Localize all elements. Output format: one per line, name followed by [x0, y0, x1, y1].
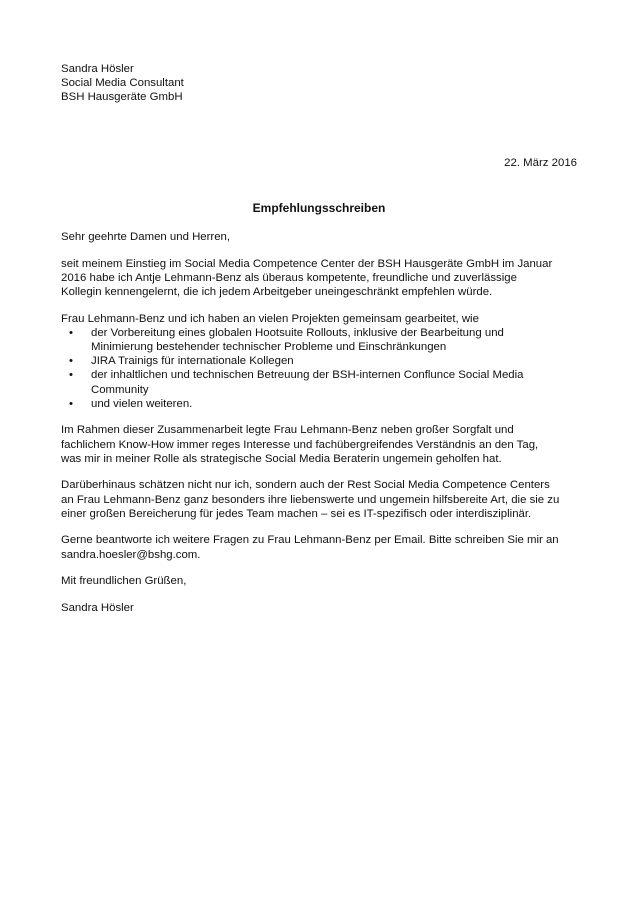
list-item-line: und vielen weiteren.	[91, 397, 193, 410]
list-item-line: Minimierung bestehender technischer Probleme und Einschränkungen	[91, 341, 447, 353]
list-item	[61, 354, 581, 368]
bullet-icon: •	[69, 369, 73, 382]
projects-section	[61, 312, 581, 411]
paragraph-1	[61, 257, 581, 300]
sender-title: Social Media Consultant	[61, 77, 184, 90]
paragraph-4	[61, 533, 581, 561]
paragraph-line: Kollegin kennengelernt, die ich jedem Arbeitgeber uneingeschränkt empfehlen würde.	[61, 286, 493, 298]
projects-intro: Frau Lehmann-Benz und ich haben an vielen Projekten gemeinsam gearbeitet, wie	[61, 312, 479, 325]
list-item-line: der inhaltlichen und technischen Betreuung der BSH-internen Conflunce Social Media	[91, 369, 524, 382]
email-text: sandra.hoesler@bshg.com.	[61, 548, 201, 561]
sender-name: Sandra Hösler	[61, 63, 134, 75]
paragraph-line: einer großen Bereicherung für jedes Team machen – sei es IT-spezifisch oder interdisziplinär.	[61, 507, 532, 520]
letter-subject: Empfehlungsschreiben	[252, 201, 386, 215]
paragraph-line: 2016 habe ich Antje Lehmann-Benz als überaus kompetente, freundliche und zuverlässige	[61, 271, 517, 284]
salutation: Sehr geehrte Damen und Herren,	[61, 231, 231, 243]
paragraph-line: fachlichem Know-How immer reges Interesse und fachübergreifendes Verständnis an den Tag,	[61, 438, 539, 451]
sender-block	[61, 62, 581, 105]
paragraph-line: Darüberhinaus schätzen nicht nur ich, sondern auch der Rest Social Media Competence Centers	[61, 479, 550, 492]
letter-body	[61, 230, 581, 627]
list-item-line: JIRA Trainigs für internationale Kollegen	[91, 355, 294, 368]
signature: Sandra Hösler	[61, 601, 134, 614]
bullet-icon: •	[69, 355, 73, 368]
paragraph-line: an Frau Lehmann-Benz ganz besonders ihre liebenswerte und ungemein hilfsbereite Art, die sie zu	[61, 493, 560, 506]
list-item-line: Community	[91, 383, 149, 396]
paragraph-line: Gerne beantworte ich weitere Fragen zu Frau Lehmann-Benz per Email. Bitte schreiben Sie mir an	[61, 534, 559, 547]
closing: Mit freundlichen Grüßen,	[61, 575, 187, 588]
list-item	[61, 368, 581, 396]
paragraph-line: was mir in meiner Rolle als strategische Social Media Beraterin ungemein geholfen hat.	[61, 452, 502, 465]
paragraph-line: Im Rahmen dieser Zusammenarbeit legte Frau Lehmann-Benz neben großer Sorgfalt und	[61, 424, 514, 437]
list-item	[61, 397, 581, 411]
paragraph-3	[61, 478, 581, 521]
projects-list	[61, 326, 581, 411]
letter-date: 22. März 2016	[504, 157, 577, 169]
paragraph-2	[61, 423, 581, 466]
list-item-line: der Vorbereitung eines globalen Hootsuite Rollouts, inklusive der Bearbeitung und	[91, 326, 504, 339]
sender-company: BSH Hausgeräte GmbH	[61, 91, 183, 104]
bullet-icon: •	[69, 397, 73, 410]
paragraph-line: seit meinem Einstieg im Social Media Competence Center der BSH Hausgeräte GmbH im Januar	[61, 257, 553, 270]
list-item	[61, 326, 581, 354]
bullet-icon: •	[69, 326, 73, 339]
